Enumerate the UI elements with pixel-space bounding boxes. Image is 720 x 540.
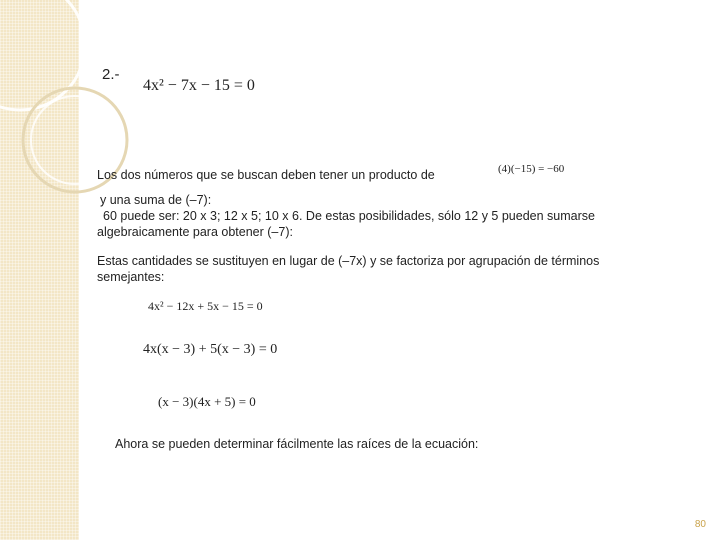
explanation-line-3: 60 puede ser: 20 x 3; 12 x 5; 10 x 6. De estas posibilidades, sólo 12 y 5 pueden sumarse [103, 209, 595, 223]
page-number: 80 [694, 519, 706, 530]
explanation-line-4: algebraicamente para obtener (–7): [97, 225, 293, 239]
factoring-step-2: 4x(x − 3) + 5(x − 3) = 0 [143, 342, 278, 357]
explanation-line-1: Los dos números que se buscan deben tener un producto de [97, 168, 435, 182]
paragraph-2-line-2: semejantes: [97, 270, 165, 284]
problem-number: 2.- [102, 66, 120, 83]
paragraph-2-line-1: Estas cantidades se sustituyen en lugar de (–7x) y se factoriza por agrupación de términos [97, 254, 600, 268]
explanation-line-2: y una suma de (–7): [100, 193, 212, 207]
product-formula: (4)(−15) = −60 [498, 163, 565, 175]
problem-equation: 4x² − 7x − 15 = 0 [143, 77, 255, 94]
factoring-step-1: 4x² − 12x + 5x − 15 = 0 [148, 299, 263, 313]
conclusion-text: Ahora se pueden determinar fácilmente las raíces de la ecuación: [115, 437, 479, 451]
factoring-step-3: (x − 3)(4x + 5) = 0 [158, 394, 256, 409]
